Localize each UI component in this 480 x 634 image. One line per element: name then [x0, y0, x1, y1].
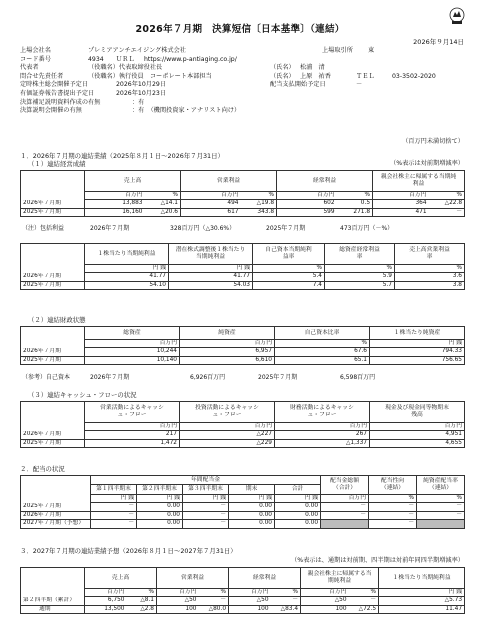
operating-results-heading: （１）連結経営成績 — [28, 160, 86, 168]
forecast-note: （%表示は、通期は対前期、四半期は対前年同四半期増減率） — [291, 557, 464, 564]
header-annual-dividend: 年間配当金 — [91, 476, 321, 485]
dividends-table: 年間配当金 配当金総額（合計） 配当性向（連結） 純資産配当率（連結） 第１四半期末 第２四半期末 第３四半期末 期末 合計 円 銭 円 銭 円 銭 円 銭 円 銭 百万円 % % 2025年７月期 － 0.00 － 0.00 0.00 － － － 2026年７月期 － 0.00 － 0.00 0.00 － － － 2027年７月期（予想） － 0.00 － 0.00 0.00 － — [20, 475, 465, 529]
comprehensive-income-note: （注）包括利益 2026年７月期 328百万円（△30.6%） 2025年７月期 473百万円（－%） — [22, 225, 394, 232]
header-op-margin: 売上高営業利益率 — [395, 244, 465, 265]
agm-date: 2026年10月29日 — [116, 81, 167, 89]
supplementary-label: 決算補足説明資料作成の有無 — [20, 98, 101, 106]
table-row: 2025年７月期 54.10 54.03 7.4 5.7 3.8 — [21, 281, 465, 289]
cash-flow-heading: （３）連結キャッシュ・フローの状況 — [28, 391, 137, 399]
exchange-value: 東 — [368, 47, 375, 54]
header-q2: 第２四半期末 — [137, 485, 183, 495]
table-row: 2026年７月期 10,244 6,957 67.6 794.33 — [21, 348, 465, 356]
tel-label: ＴＥＬ — [356, 72, 375, 80]
section3-heading: ３．2027年７月期の連結業績予想（2026年８月１日～2027年７月31日） — [20, 547, 237, 555]
header-total: 合計 — [275, 485, 321, 495]
url-label: ＵＲＬ — [116, 55, 135, 63]
header-equity-ratio: 自己資本比率 — [275, 327, 370, 340]
header-eps: １株当たり当期純利益 — [85, 244, 169, 265]
header-operating-cf: 営業活動によるキャッシュ・フロー — [85, 402, 180, 423]
report-date: 2026年９月14日 — [413, 38, 464, 46]
dividend-start-label: 配当支払開始予定日 — [270, 81, 326, 89]
header-total-dividend: 配当金総額（合計） — [321, 476, 369, 495]
header-roa: 総資産経常利益率 — [325, 244, 395, 265]
dividend-start-value: － — [356, 81, 363, 89]
header-net-income: 親会社株主に帰属する当期純利益 — [373, 171, 465, 192]
header-diluted-eps: 潜在株式調整後１株当たり当期純利益 — [169, 244, 253, 265]
operating-results-table: 売上高 営業利益 経常利益 親会社株主に帰属する当期純利益 百万円 % 百万円 % 百万円 % 百万円 % 2026年７月期 13,883 △14.1 494 △19.8 602 0.5 364 △22.8 2025年７月期 16,160 △20.6 617 343.8 599 271.8 471 － — [20, 170, 465, 217]
company-name: プレミアアンチエイジング株式会社 — [88, 47, 186, 54]
table-row: 2026年７月期 217 △227 267 4,951 — [21, 431, 465, 439]
header-dividend-on-equity: 純資産配当率（連結） — [417, 476, 465, 495]
header-payout-ratio: 配当性向（連結） — [369, 476, 417, 495]
contact-label: 問合せ先責任者 — [20, 72, 64, 80]
header-cash-balance: 現金及び現金同等物期末残高 — [370, 402, 465, 423]
table-row: 2025年７月期 － 0.00 － 0.00 0.00 － － － — [21, 503, 465, 511]
forecast-table: 売上高 営業利益 経常利益 親会社株主に帰属する当期純利益 １株当たり当期純利益 百万円 % 百万円 % 百万円 % 百万円 % 円 銭 第２四半期（累計） 6,750 △8.1 △50 － △50 － △50 － △5.73 通期 13,500 △2.8 100 △80.0 100 △83.4 100 △72.5 11.47 — [20, 567, 465, 614]
header-operating-income: 営業利益 — [181, 171, 277, 192]
briefing-value: ：有 （機関投資家・アナリスト向け） — [132, 107, 241, 115]
forecast-header-eps: １株当たり当期純利益 — [379, 568, 465, 589]
per-share-table: １株当たり当期純利益 潜在株式調整後１株当たり当期純利益 自己資本当期純利益率 総資産経常利益率 売上高営業利益率 円 銭 円 銭 % % % 2026年７月期 41.77 41.77 5.4 5.9 3.6 2025年７月期 54.10 54.03 7.4 5.7 3.8 — [20, 243, 465, 290]
table-row: 2025年７月期 16,160 △20.6 617 343.8 599 271.8 471 － — [21, 208, 465, 216]
report-submission-date: 2026年10月23日 — [116, 89, 167, 97]
contact-name: 上原 祐香 — [300, 72, 331, 80]
representative-name: 松浦 清 — [300, 64, 325, 72]
representative-name-label: （氏名） — [270, 64, 295, 72]
table-row: 2026年７月期 － 0.00 － 0.00 0.00 － － － — [21, 511, 465, 519]
unit-note: （百万円未満切捨て） — [402, 138, 464, 145]
financial-position-table: 総資産 純資産 自己資本比率 １株当たり純資産 百万円 百万円 % 円 銭 2026年７月期 10,244 6,957 67.6 794.33 2025年７月期 10,140 6,610 65.1 756.65 — [20, 326, 465, 365]
table-row: 2026年７月期 41.77 41.77 5.4 5.9 3.6 — [21, 273, 465, 281]
agm-label: 定時株主総会開催予定日 — [20, 81, 89, 89]
forecast-header-operating-income: 営業利益 — [157, 568, 229, 589]
forecast-header-net-sales: 売上高 — [85, 568, 157, 589]
supplementary-value: ：有 — [132, 98, 145, 106]
header-roe: 自己資本当期純利益率 — [253, 244, 325, 265]
financial-position-heading: （２）連結財政状態 — [28, 316, 86, 324]
tel-value: 03-3502-2020 — [392, 72, 436, 80]
header-year-end: 期末 — [229, 485, 275, 495]
page-title: 2026年７月期 決算短信〔日本基準〕（連結） — [135, 24, 345, 35]
contact-title: （役職名）執行役員 コーポレート本部担当 — [88, 72, 212, 80]
company-name-label: 上場会社名 — [20, 47, 51, 54]
table-row: 2026年７月期 13,883 △14.1 494 △19.8 602 0.5 364 △22.8 — [21, 200, 465, 208]
representative-label: 代表者 — [20, 64, 39, 72]
briefing-label: 決算説明会開催の有無 — [20, 107, 82, 115]
header-bps: １株当たり純資産 — [370, 327, 465, 340]
table-row: 2025年７月期 1,472 △229 △1,337 4,655 — [21, 439, 465, 447]
forecast-header-net-income: 親会社株主に帰属する当期純利益 — [301, 568, 379, 589]
header-q1: 第１四半期末 — [91, 485, 137, 495]
forecast-header-ordinary-income: 経常利益 — [229, 568, 301, 589]
header-net-assets: 純資産 — [180, 327, 275, 340]
exchange-label: 上場取引所 — [322, 47, 353, 54]
section1-heading: １．2026年７月期の連結業績（2025年８月１日～2026年７月31日） — [20, 152, 224, 160]
code-label: コード番号 — [20, 55, 51, 63]
representative-title: （役職名）代表取締役社長 — [88, 64, 163, 72]
header-total-assets: 総資産 — [85, 327, 180, 340]
contact-name-label: （氏名） — [270, 72, 295, 80]
header-ordinary-income: 経常利益 — [277, 171, 373, 192]
table-row: 通期 13,500 △2.8 100 △80.0 100 △83.4 100 △72.5 11.47 — [21, 605, 465, 613]
code-value: 4934 — [88, 55, 104, 63]
operating-results-note: （%表示は対前期増減率） — [390, 160, 464, 167]
header-q3: 第３四半期末 — [183, 485, 229, 495]
cash-flow-table: 営業活動によるキャッシュ・フロー 投資活動によるキャッシュ・フロー 財務活動によるキャッシュ・フロー 現金及び現金同等物期末残高 百万円 百万円 百万円 百万円 2026年７月期 217 △227 267 4,951 2025年７月期 1,472 △229 △1,337 4,655 — [20, 401, 465, 448]
table-row: 2027年７月期（予想） － 0.00 － 0.00 0.00 － — [21, 520, 465, 528]
section2-heading: ２．配当の状況 — [20, 465, 65, 473]
table-row: 2025年７月期 10,140 6,610 65.1 756.65 — [21, 356, 465, 364]
header-net-sales: 売上高 — [85, 171, 181, 192]
url-link[interactable]: https://www.p-antiaging.co.jp/ — [144, 55, 237, 63]
equity-note: （参考）自己資本 2026年７月期 6,926百万円 2025年７月期 6,598百万円 — [22, 374, 376, 381]
header-investing-cf: 投資活動によるキャッシュ・フロー — [180, 402, 275, 423]
table-row: 第２四半期（累計） 6,750 △8.1 △50 － △50 － △50 － △5.73 — [21, 597, 465, 605]
header-financing-cf: 財務活動によるキャッシュ・フロー — [275, 402, 370, 423]
xbrl-mark-icon — [446, 6, 468, 26]
report-submission-label: 有価証券報告書提出予定日 — [20, 89, 95, 97]
company-info — [20, 47, 470, 116]
